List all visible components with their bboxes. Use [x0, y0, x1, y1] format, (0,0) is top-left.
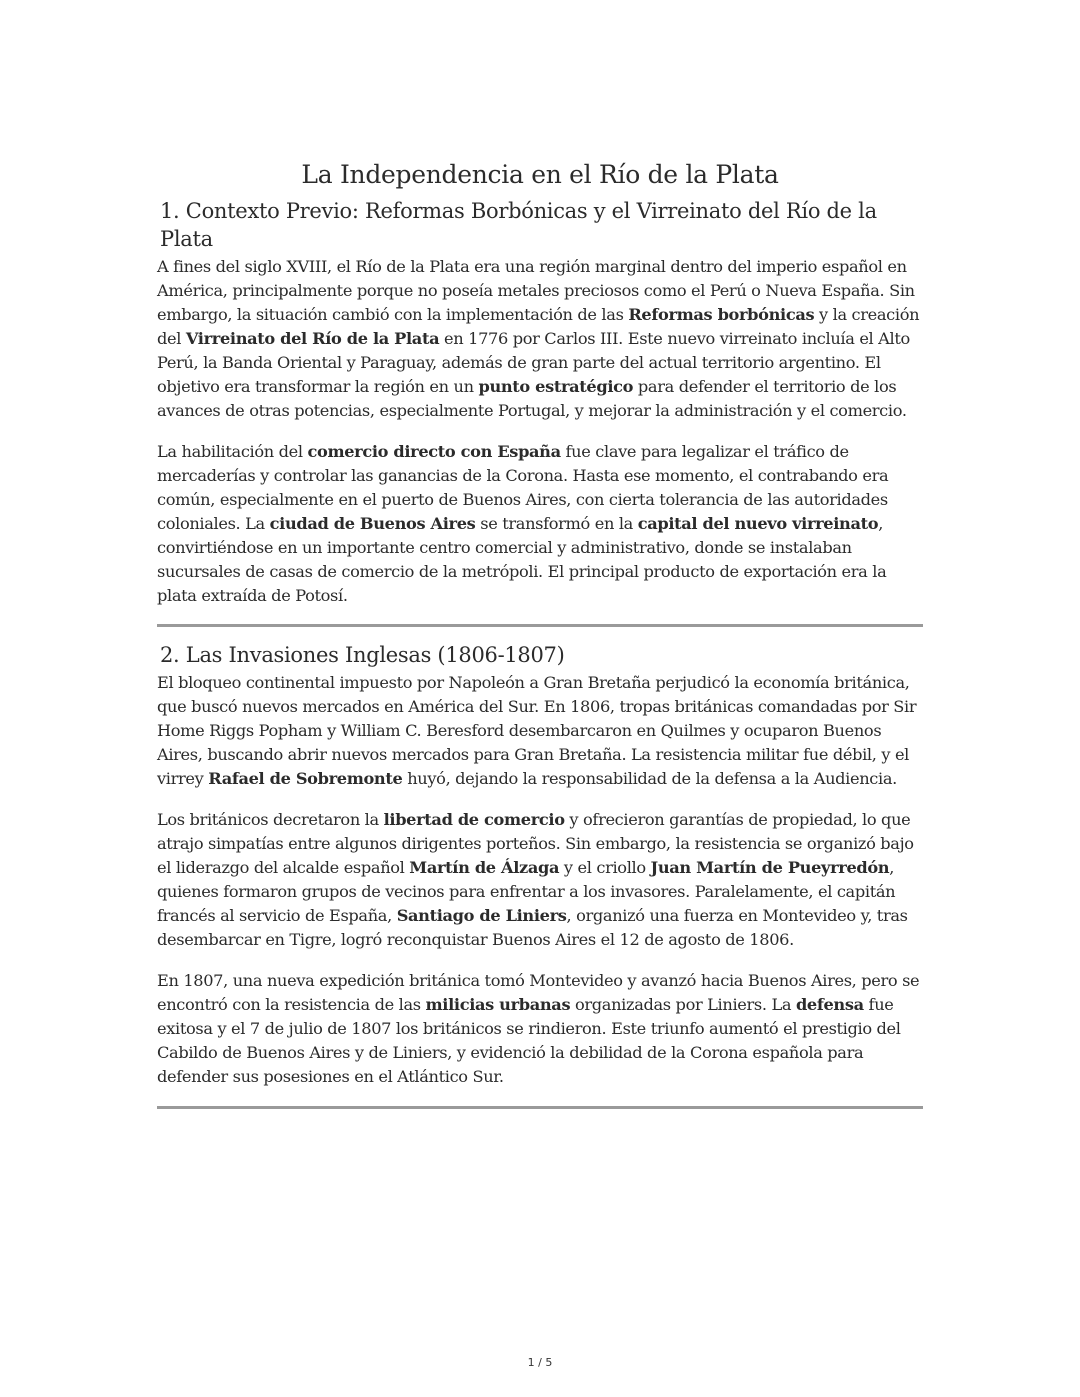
page-indicator: 1 / 5: [527, 1356, 553, 1369]
paragraph: Los británicos decretaron la libertad de comercio y ofrecieron garantías de propiedad, lo que atrajo simpatías entre algunos dirigentes porteños. Sin embargo, la resistencia se organizó bajo el liderazgo del alcalde español Martín de Álzaga y el criollo Juan Martín de Pueyrredón, quienes formaron grupos de vecinos para enfrentar a los invasores. Paralelamente, el capitán francés al servicio de España, Santiago de Liniers, organizó una fuerza en Montevideo y, tras desembarcar en Tigre, logró reconquistar Buenos Aires el 12 de agosto de 1806.: [157, 810, 914, 949]
bold-term: defensa: [795, 995, 864, 1014]
section-divider: [157, 624, 923, 627]
bold-term: Virreinato del Río de la Plata: [185, 329, 440, 348]
bold-term: comercio directo con España: [307, 442, 561, 461]
section-invasions: [157, 641, 923, 1089]
paragraph: La habilitación del comercio directo con España fue clave para legalizar el tráfico de mercaderías y controlar las ganancias de la Corona. Hasta ese momento, el contrabando era común, especialmente en el puerto de Buenos Aires, con cierta tolerancia de las autoridades coloniales. La ciudad de Buenos Aires se transformó en la capital del nuevo virreinato, convirtiéndose en un importante centro comercial y administrativo, donde se instalaban sucursales de casas de comercio de la metrópoli. El principal producto de exportación era la plata extraída de Potosí.: [157, 442, 889, 605]
section-context: [157, 197, 923, 608]
bold-term: Reformas borbónicas: [628, 305, 815, 324]
bold-term: Rafael de Sobremonte: [208, 769, 403, 788]
bold-term: capital del nuevo virreinato: [637, 514, 879, 533]
bold-term: libertad de comercio: [383, 810, 565, 829]
paragraph: En 1807, una nueva expedición británica tomó Montevideo y avanzó hacia Buenos Aires, pero se encontró con la resistencia de las milicias urbanas organizadas por Liniers. La defensa fue exitosa y el 7 de julio de 1807 los británicos se rindieron. Este triunfo aumentó el prestigio del Cabildo de Buenos Aires y de Liniers, y evidenció la debilidad de la Corona española para defender sus posesiones en el Atlántico Sur.: [157, 971, 920, 1086]
paragraph: El bloqueo continental impuesto por Napoleón a Gran Bretaña perjudicó la economía británica, que buscó nuevos mercados en América del Sur. En 1806, tropas británicas comandadas por Sir Home Riggs Popham y William C. Beresford desembarcaron en Quilmes y ocuparon Buenos Aires, buscando abrir nuevos mercados para Gran Bretaña. La resistencia militar fue débil, y el virrey Rafael de Sobremonte huyó, dejando la responsabilidad de la defensa a la Audiencia.: [157, 673, 917, 788]
bold-term: Martín de Álzaga: [409, 858, 560, 877]
bold-term: milicias urbanas: [425, 995, 571, 1014]
section-heading: 2. Las Invasiones Inglesas (1806-1807): [160, 643, 565, 667]
section-divider: [157, 1106, 923, 1109]
bold-term: punto estratégico: [478, 377, 634, 396]
bold-term: ciudad de Buenos Aires: [269, 514, 476, 533]
bold-term: Juan Martín de Pueyrredón: [650, 858, 890, 877]
section-heading: 1. Contexto Previo: Reformas Borbónicas y el Virreinato del Río de la Plata: [160, 199, 877, 251]
bold-term: Santiago de Liniers: [396, 906, 567, 925]
document-page: [157, 158, 923, 1123]
paragraph: A fines del siglo XVIII, el Río de la Plata era una región marginal dentro del imperio español en América, principalmente porque no poseía metales preciosos como el Perú o Nueva España. Sin embargo, la situación cambió con la implementación de las Reformas borbónicas y la creación del Virreinato del Río de la Plata en 1776 por Carlos III. Este nuevo virreinato incluía el Alto Perú, la Banda Oriental y Paraguay, además de gran parte del actual territorio argentino. El objetivo era transformar la región en un punto estratégico para defender el territorio de los avances de otras potencias, especialmente Portugal, y mejorar la administración y el comercio.: [157, 257, 920, 420]
document-title: La Independencia en el Río de la Plata: [301, 160, 779, 189]
